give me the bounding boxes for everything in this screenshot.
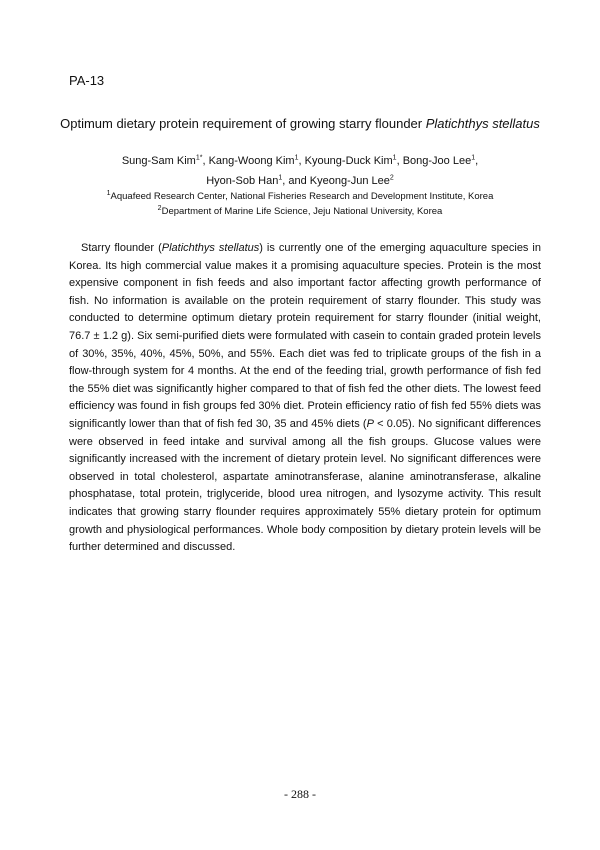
abstract-text-2: ) is currently one of the emerging aquaculture species in Korea. Its high commercial value makes it a promising aquaculture species. Protein is the most expensive component in fish feeds and also important factor affecting growth performance of fish. No information is available on the protein requirement of starry flounder. This study was conducted to determine optimum dietary protein requirement for starry flounder (initial weight, 76.7 ± 1.2 g). Six semi-purified diets were formulated with casein to contain graded protein levels of 30%, 35%, 40%, 45%, 50%, and 55%. Each diet was fed to triplicate groups of the fish in a flow-through system for 4 months. At the end of the feeding trial, growth performance of fish fed the 55% diet was significantly higher compared to that of fish fed the other diets. The lowest feed efficiency was found in fish groups fed 30% diet. Protein efficiency ratio of fish fed 55% diets was significantly lower than that of fish fed 30, 35 and 45% diets ( (69, 242, 541, 430)
abstract-text-3: < 0.05). No significant differences were observed in feed intake and survival among all the fish groups. Glucose values were significantly increased with the increment of dietary protein level. No significant differences were observed in total cholesterol, aspartate aminotransferase, alanine aminotransferase, alkaline phosphatase, total protein, triglyceride, blood urea nitrogen, and lysozyme activity. This result indicates that growing starry flounder requires approximately 55% dietary protein for optimum growth and physiological performances. Whole body composition by dietary protein levels will be further determined and discussed. (69, 417, 542, 554)
page-number: - 288 - (284, 787, 316, 801)
author-5-affil: 1 (278, 174, 283, 182)
author-3-affil: 1 (392, 154, 397, 162)
author-6-affil: 2 (389, 174, 394, 182)
author-6: Kyeong-Jun Lee (309, 175, 390, 187)
abstract-species: Platichthys stellatus (161, 242, 260, 254)
abstract (69, 240, 541, 557)
affiliation-2-text: Department of Marine Life Science, Jeju National University, Korea (161, 206, 443, 217)
affiliation-1-text: Aquafeed Research Center, National Fisheries Research and Development Institute, Korea (110, 191, 494, 202)
author-2-affil: 1 (294, 154, 299, 162)
author-2: Kang-Woong Kim (208, 155, 295, 167)
author-list: Sung-Sam Kim$^{1*}$, Kang-Woong Kim$^1$, Kyoung-Duck Kim$^1$, Bong-Joo Lee$^1$, Hyon-Sob Han$^1$, and Kyeong-Jun Lee$^2$ (121, 154, 479, 187)
affiliation-1 (0, 189, 600, 204)
author-5: Hyon-Sob Han (206, 175, 279, 187)
author-4: Bong-Joo Lee (402, 155, 472, 167)
author-3: Kyoung-Duck Kim (304, 155, 393, 167)
affiliation-2-marker: 2 (157, 204, 162, 212)
author-1: Sung-Sam Kim (121, 155, 196, 167)
author-1-affil: 1* (195, 154, 203, 162)
affiliation-list (0, 189, 600, 219)
title-species: Platichthys stellatus (425, 116, 540, 131)
abstract-paragraph (69, 240, 541, 557)
affiliation-2 (0, 204, 600, 219)
affiliation-1-marker: 1 (106, 189, 111, 197)
paper-code: PA-13 (69, 73, 105, 88)
abstract-text-1: Starry flounder ( (81, 242, 162, 254)
abstract-p-symbol: P (366, 417, 374, 430)
author-4-affil: 1 (471, 154, 476, 162)
title-text: Optimum dietary protein requirement of growing starry flounder (60, 116, 426, 131)
paper-title (0, 116, 600, 131)
